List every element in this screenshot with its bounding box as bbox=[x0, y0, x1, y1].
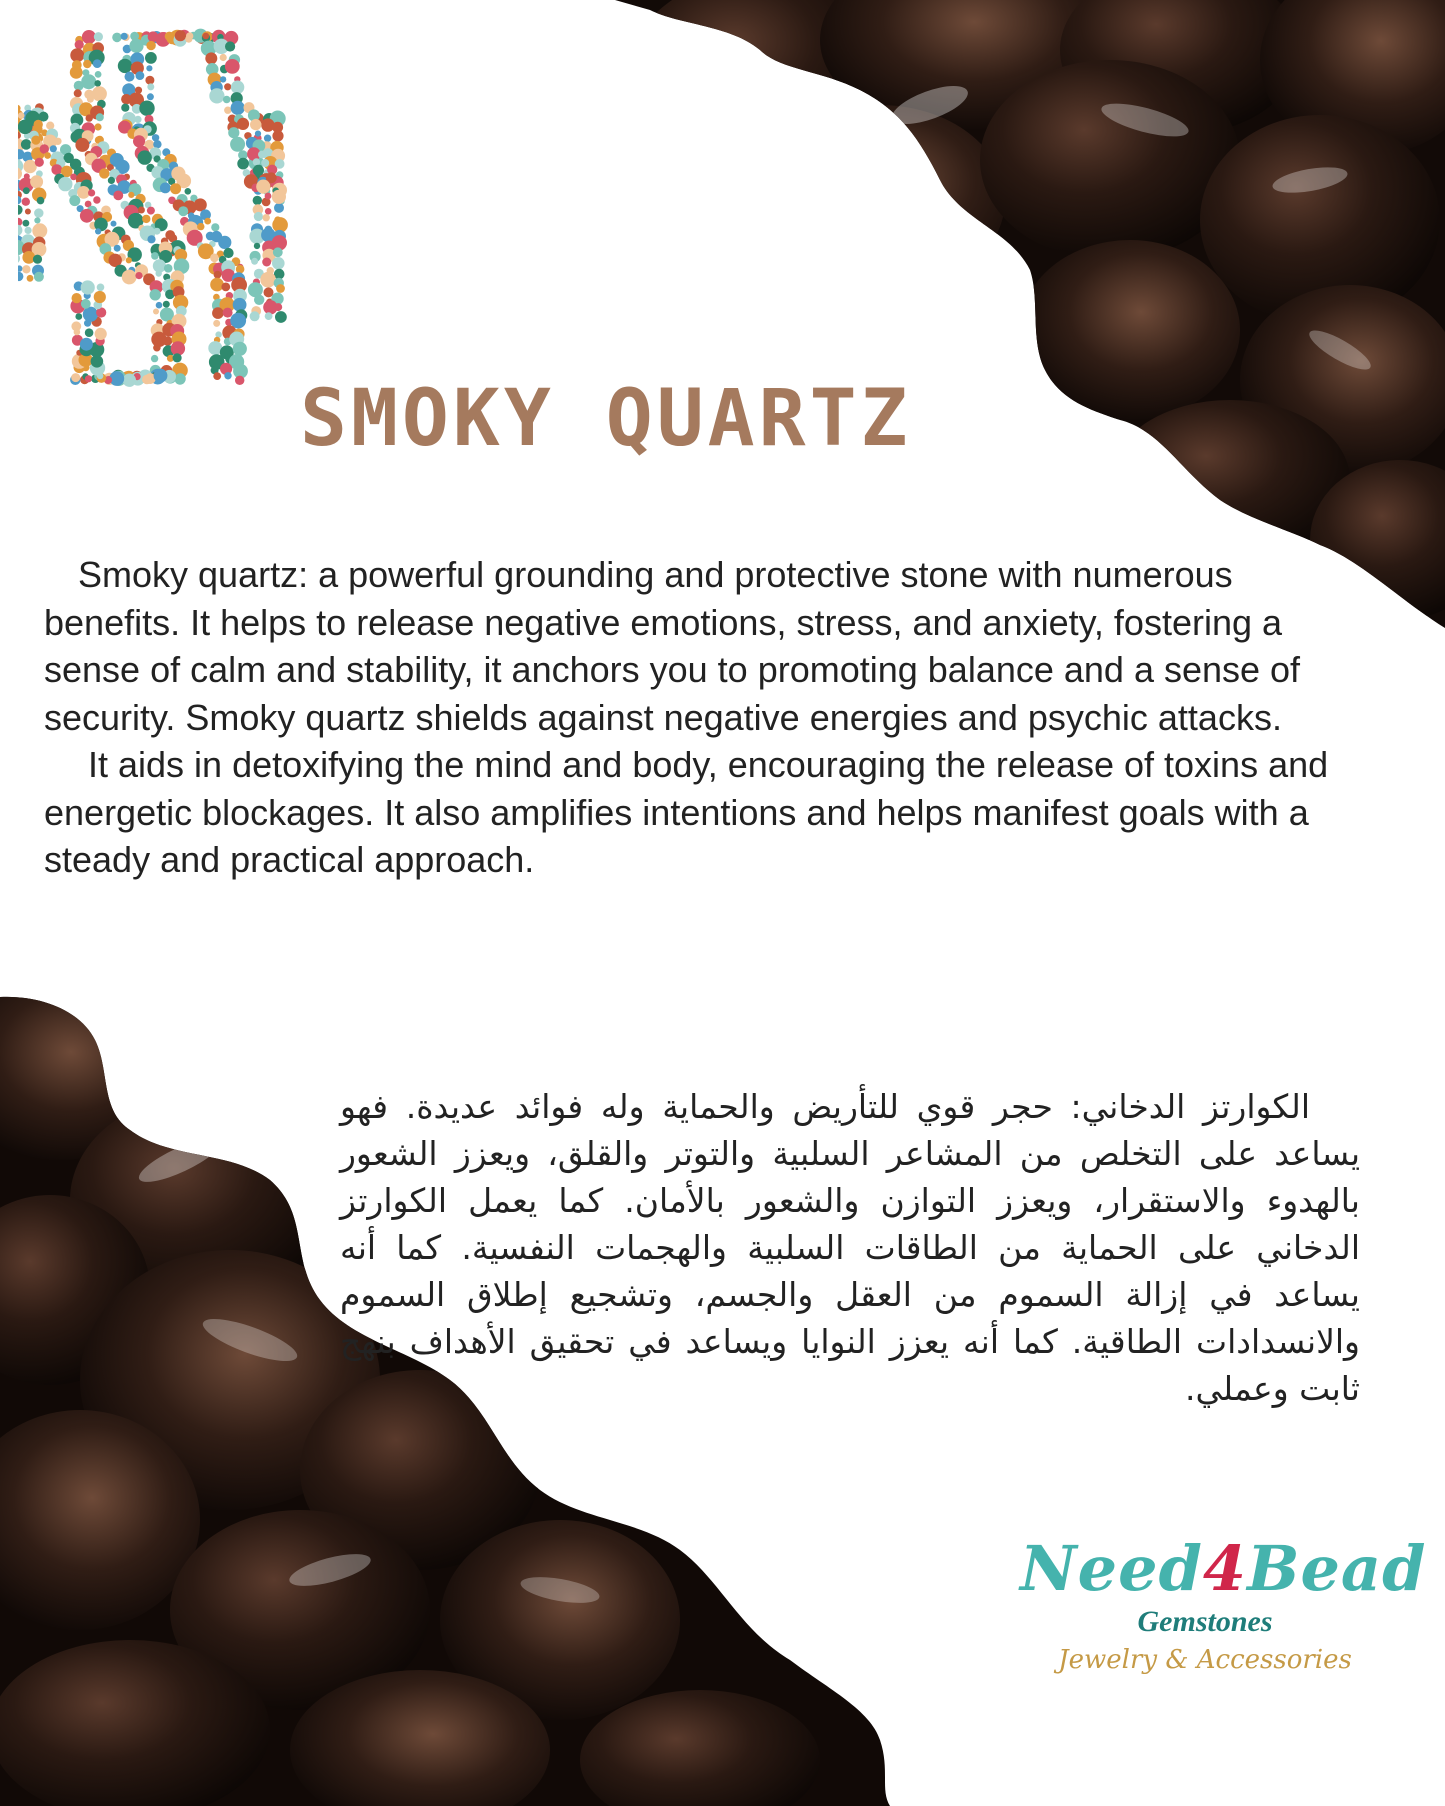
dotted-monogram-logo bbox=[18, 18, 318, 418]
logo-dot bbox=[134, 116, 141, 123]
logo-dot bbox=[153, 140, 161, 148]
logo-dot bbox=[80, 338, 93, 351]
logo-dot bbox=[258, 151, 266, 159]
logo-dot bbox=[251, 258, 258, 265]
logo-dot bbox=[276, 284, 285, 293]
logo-dot bbox=[173, 353, 182, 362]
logo-dot bbox=[23, 220, 30, 227]
logo-dot bbox=[147, 83, 154, 90]
logo-dot bbox=[95, 71, 102, 78]
logo-dot bbox=[211, 223, 219, 231]
logo-dot bbox=[264, 135, 271, 142]
logo-dot bbox=[209, 88, 224, 103]
logo-dot bbox=[25, 209, 31, 215]
logo-dot bbox=[27, 275, 34, 282]
logo-dot bbox=[145, 52, 157, 64]
logo-dot bbox=[223, 96, 231, 104]
logo-dot bbox=[92, 86, 107, 101]
logo-dot bbox=[220, 54, 227, 61]
description-paragraph-2: It aids in detoxifying the mind and body, encouraging the release of toxins and energetic blockages. It also amplifies intentions and helps manifest goals with a steady and practical approach. bbox=[44, 744, 1329, 880]
logo-dot bbox=[34, 272, 44, 282]
logo-dot bbox=[197, 223, 204, 230]
logo-dot bbox=[75, 313, 82, 320]
logo-dot bbox=[34, 217, 40, 223]
brand-name bbox=[1020, 1532, 1427, 1605]
logo-dot bbox=[118, 59, 132, 73]
logo-dot bbox=[34, 208, 43, 217]
logo-dot bbox=[255, 131, 261, 137]
logo-dot bbox=[81, 280, 95, 294]
logo-dot bbox=[71, 373, 80, 382]
logo-dot bbox=[146, 41, 155, 50]
logo-dot bbox=[129, 39, 143, 53]
logo-dot bbox=[31, 136, 40, 145]
logo-dot bbox=[44, 152, 51, 159]
logo-dot bbox=[39, 112, 49, 122]
logo-dot bbox=[224, 107, 231, 114]
logo-dot bbox=[237, 158, 249, 170]
logo-dot bbox=[70, 66, 83, 79]
logo-dot bbox=[122, 270, 137, 285]
brand-subtitle: Gemstones bbox=[1137, 1605, 1273, 1639]
logo-dot bbox=[72, 293, 82, 303]
brand-tagline: Jewelry & Accessories bbox=[1058, 1645, 1352, 1676]
logo-dot bbox=[108, 177, 115, 184]
logo-dot bbox=[265, 208, 272, 215]
logo-dot bbox=[224, 372, 231, 379]
logo-dot bbox=[139, 101, 154, 116]
logo-dot bbox=[75, 138, 89, 152]
logo-dot bbox=[274, 303, 282, 311]
logo-dot bbox=[81, 299, 91, 309]
description-paragraph-1: Smoky quartz: a powerful grounding and protective stone with numerous benefits. It helps to release negative emotions, stress, and anxiety, fostering a sense of calm and stability, it anchors you to promoting balance and a sense of security. Smoky quartz shields against negative energies and psychic attacks. bbox=[44, 554, 1301, 738]
brand-name-number: 4 bbox=[1202, 1532, 1248, 1605]
logo-dot bbox=[230, 313, 246, 329]
logo-dot bbox=[30, 175, 43, 188]
logo-dot bbox=[224, 83, 231, 90]
logo-dot bbox=[235, 376, 244, 385]
logo-dot bbox=[97, 284, 105, 292]
logo-dot bbox=[75, 40, 84, 49]
logo-dot bbox=[147, 207, 155, 215]
logo-dot bbox=[85, 328, 94, 337]
logo-dot bbox=[142, 215, 150, 223]
logo-dot bbox=[83, 60, 91, 68]
logo-dot bbox=[125, 72, 135, 82]
logo-dot bbox=[18, 272, 23, 281]
logo-dot bbox=[18, 205, 23, 215]
logo-dot bbox=[163, 336, 173, 346]
logo-dot bbox=[223, 248, 233, 258]
logo-dot bbox=[210, 278, 224, 292]
logo-dot bbox=[230, 137, 245, 152]
logo-dot bbox=[156, 302, 163, 309]
logo-dot bbox=[126, 257, 132, 263]
logo-dot bbox=[165, 32, 174, 41]
logo-dot bbox=[114, 245, 121, 252]
logo-dot bbox=[153, 344, 161, 352]
logo-dot bbox=[203, 33, 210, 40]
logo-dot bbox=[178, 206, 188, 216]
logo-dot bbox=[121, 104, 129, 112]
logo-dot bbox=[71, 321, 81, 331]
logo-dot bbox=[213, 320, 220, 327]
logo-dot bbox=[121, 33, 128, 40]
logo-dot bbox=[154, 369, 168, 383]
logo-dot bbox=[18, 225, 22, 236]
logo-dot bbox=[228, 127, 239, 138]
logo-dot bbox=[93, 59, 102, 68]
logo-dot bbox=[133, 135, 145, 147]
logo-dot bbox=[138, 150, 152, 164]
logo-dot bbox=[58, 177, 72, 191]
logo-dot bbox=[74, 89, 82, 97]
logo-dot bbox=[94, 32, 103, 41]
logo-dot bbox=[33, 255, 42, 264]
logo-dot bbox=[170, 183, 181, 194]
logo-dot bbox=[147, 235, 155, 243]
logo-dot bbox=[261, 159, 269, 167]
logo-dot bbox=[22, 198, 30, 206]
logo-dot bbox=[96, 113, 104, 121]
logo-dot bbox=[21, 139, 32, 150]
logo-dot bbox=[214, 271, 222, 279]
description-arabic-paragraph: الكوارتز الدخاني: حجر قوي للتأريض والحماية وله فوائد عديدة. فهو يساعد على التخلص من المشاعر السلبية والتوتر والقلق، ويعزز الشعور بالهدوء والاستقرار، ويعزز التوازن والشعور بالأمان. كما يعمل الكوارتز الدخاني على الحماية من الطاقات السلبية والهجمات النفسية. كما أنه يساعد في إزالة السموم من العقل والجسم، وتشجيع إطلاق السموم والانسدادات الطاقية. كما أنه يعزز النوايا ويساعد في تحقيق الأهداف بنهج ثابت وعملي. bbox=[340, 1087, 1360, 1408]
logo-dot bbox=[164, 264, 173, 273]
logo-dot bbox=[147, 93, 154, 100]
logo-dot bbox=[95, 328, 107, 340]
logo-dot bbox=[220, 76, 226, 82]
page-title: SMOKY QUARTZ bbox=[300, 374, 912, 464]
logo-dot bbox=[86, 114, 93, 121]
logo-dot bbox=[275, 311, 287, 323]
logo-dot bbox=[87, 96, 94, 103]
logo-dot bbox=[254, 212, 263, 221]
logo-dot bbox=[154, 228, 161, 235]
logo-dot bbox=[18, 132, 21, 140]
logo-dot bbox=[54, 138, 61, 145]
logo-dot bbox=[94, 123, 101, 130]
description-english bbox=[44, 551, 1344, 884]
logo-dot bbox=[85, 375, 92, 382]
logo-dot bbox=[205, 52, 217, 64]
logo-dot bbox=[272, 190, 286, 204]
logo-dot bbox=[160, 183, 171, 194]
logo-dot bbox=[175, 30, 186, 41]
logo-dot bbox=[218, 236, 231, 249]
logo-dot bbox=[160, 308, 174, 322]
logo-dot bbox=[225, 41, 235, 51]
logo-dot bbox=[186, 32, 193, 39]
logo-dot bbox=[151, 355, 158, 362]
logo-dot bbox=[185, 188, 192, 195]
logo-dot bbox=[260, 272, 276, 288]
logo-dot bbox=[138, 207, 145, 214]
logo-dot bbox=[88, 189, 95, 196]
logo-dot bbox=[153, 309, 159, 315]
logo-dot bbox=[215, 331, 221, 337]
logo-dot bbox=[265, 193, 272, 200]
logo-dot bbox=[69, 195, 80, 206]
logo-dot bbox=[273, 247, 283, 257]
logo-dot bbox=[82, 30, 96, 44]
logo-dot bbox=[23, 187, 30, 194]
logo-dot bbox=[255, 197, 262, 204]
logo-dot bbox=[81, 74, 96, 89]
logo-dot bbox=[83, 307, 98, 322]
logo-dot bbox=[254, 243, 260, 249]
logo-dot bbox=[221, 283, 230, 292]
logo-dot bbox=[175, 373, 186, 384]
logo-dot bbox=[142, 375, 152, 385]
logo-dot bbox=[99, 168, 109, 178]
logo-dot bbox=[163, 301, 170, 308]
logo-dot bbox=[136, 71, 145, 80]
logo-dot bbox=[135, 272, 142, 279]
logo-dot bbox=[150, 289, 161, 300]
brand-name-part2: Bead bbox=[1247, 1532, 1427, 1605]
logo-dot bbox=[123, 374, 136, 387]
logo-dot bbox=[156, 270, 162, 276]
logo-dot bbox=[274, 203, 284, 213]
logo-dot bbox=[213, 372, 221, 380]
logo-dot bbox=[210, 254, 219, 263]
logo-dot bbox=[253, 158, 260, 165]
logo-dot bbox=[265, 312, 273, 320]
logo-dot bbox=[46, 122, 54, 130]
logo-dot bbox=[77, 186, 90, 199]
logo-dot bbox=[254, 295, 264, 305]
logo-dot bbox=[80, 209, 94, 223]
logo-dot bbox=[25, 227, 32, 234]
brand-logo bbox=[1020, 1532, 1427, 1676]
logo-dot bbox=[250, 311, 260, 321]
logo-dot bbox=[34, 120, 43, 129]
logo-dot bbox=[18, 265, 23, 271]
logo-dot bbox=[263, 214, 270, 221]
logo-dot bbox=[32, 223, 47, 238]
brand-name-part1: Need bbox=[1020, 1532, 1203, 1605]
logo-dot bbox=[212, 307, 224, 319]
logo-dot bbox=[50, 145, 57, 152]
logo-dot bbox=[94, 80, 101, 87]
description-arabic bbox=[340, 1083, 1360, 1412]
logo-dot bbox=[70, 48, 84, 62]
logo-dot bbox=[111, 221, 117, 227]
logo-dot bbox=[204, 218, 211, 225]
logo-dot bbox=[93, 196, 100, 203]
logo-dot bbox=[256, 180, 270, 194]
logo-dot bbox=[262, 258, 271, 267]
logo-dot bbox=[272, 257, 285, 270]
logo-dot bbox=[250, 119, 261, 130]
logo-dot bbox=[113, 191, 123, 201]
logo-dot bbox=[223, 308, 233, 318]
logo-dot bbox=[94, 291, 106, 303]
logo-dot bbox=[237, 118, 249, 130]
logo-dot bbox=[231, 81, 244, 94]
logo-dot bbox=[18, 120, 32, 135]
logo-dot bbox=[272, 130, 283, 141]
logo-dot bbox=[151, 252, 159, 260]
logo-dot bbox=[112, 33, 122, 43]
logo-dot bbox=[128, 192, 134, 198]
logo-dot bbox=[231, 101, 245, 115]
logo-dot bbox=[37, 197, 45, 205]
logo-dot bbox=[35, 158, 44, 167]
logo-dot bbox=[253, 165, 264, 176]
logo-dot bbox=[22, 265, 30, 273]
logo-dot bbox=[146, 65, 152, 71]
logo-dot bbox=[233, 342, 247, 356]
logo-dot bbox=[225, 59, 240, 74]
logo-dot bbox=[145, 76, 154, 85]
logo-dot bbox=[18, 112, 25, 119]
logo-dot bbox=[51, 164, 62, 175]
logo-dot bbox=[236, 265, 245, 274]
logo-dot bbox=[95, 228, 101, 234]
